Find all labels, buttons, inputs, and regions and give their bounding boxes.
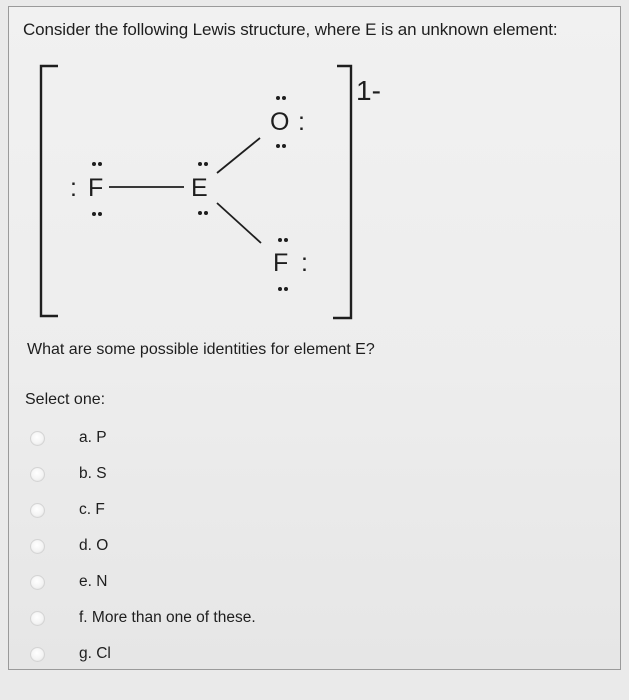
lower-fluorine-lone-pair-top-a	[278, 238, 282, 242]
oxygen-lone-pair-bottom-b	[282, 144, 286, 148]
central-lone-pair-top-a	[198, 162, 202, 166]
central-lone-pair-bottom-b	[204, 211, 208, 215]
option-e[interactable]	[30, 564, 430, 600]
left-fluorine-lone-pair-left: :	[70, 174, 77, 202]
option-c-label[interactable]: c. F	[79, 501, 105, 518]
left-bracket	[41, 66, 58, 316]
option-g[interactable]	[30, 636, 430, 672]
option-d-label[interactable]: d. O	[79, 537, 109, 554]
option-a[interactable]	[30, 420, 430, 456]
select-one-label: Select one:	[25, 391, 106, 408]
lower-fluorine-symbol: F	[273, 249, 289, 277]
option-e-label[interactable]: e. N	[79, 573, 108, 590]
bond-e-o	[217, 138, 260, 173]
radio-b[interactable]	[30, 467, 45, 482]
central-lone-pair-bottom-a	[198, 211, 202, 215]
option-a-label[interactable]: a. P	[79, 429, 107, 446]
bond-e-lower-f	[217, 203, 261, 243]
option-d[interactable]	[30, 528, 430, 564]
oxygen-lone-pair-top-a	[276, 96, 280, 100]
ion-charge: 1-	[356, 75, 381, 106]
option-f[interactable]	[30, 600, 430, 636]
option-g-label[interactable]: g. Cl	[79, 645, 111, 662]
left-fluorine-lone-pair-bottom-a	[92, 212, 96, 216]
radio-e[interactable]	[30, 575, 45, 590]
radio-a[interactable]	[30, 431, 45, 446]
option-b-label[interactable]: b. S	[79, 465, 107, 482]
answer-options	[30, 420, 430, 672]
question-text: Consider the following Lewis structure, where E is an unknown element:	[23, 20, 558, 39]
oxygen-lone-pair-right: :	[298, 108, 305, 136]
central-lone-pair-top-b	[204, 162, 208, 166]
lower-fluorine-lone-pair-right: :	[301, 249, 308, 277]
central-atom-symbol: E	[191, 174, 208, 202]
oxygen-symbol: O	[270, 108, 290, 136]
lower-fluorine-lone-pair-bottom-a	[278, 287, 282, 291]
prompt-text: What are some possible identities for element E?	[27, 341, 375, 358]
lewis-structure-diagram	[0, 0, 629, 340]
radio-c[interactable]	[30, 503, 45, 518]
radio-f[interactable]	[30, 611, 45, 626]
option-b[interactable]	[30, 456, 430, 492]
oxygen-lone-pair-bottom-a	[276, 144, 280, 148]
oxygen-lone-pair-top-b	[282, 96, 286, 100]
radio-d[interactable]	[30, 539, 45, 554]
option-c[interactable]	[30, 492, 430, 528]
option-f-label[interactable]: f. More than one of these.	[79, 609, 256, 626]
left-fluorine-lone-pair-bottom-b	[98, 212, 102, 216]
left-fluorine-lone-pair-top-a	[92, 162, 96, 166]
radio-g[interactable]	[30, 647, 45, 662]
lower-fluorine-lone-pair-top-b	[284, 238, 288, 242]
left-fluorine-symbol: F	[88, 174, 104, 202]
lower-fluorine-lone-pair-bottom-b	[284, 287, 288, 291]
right-bracket	[333, 66, 351, 318]
left-fluorine-lone-pair-top-b	[98, 162, 102, 166]
